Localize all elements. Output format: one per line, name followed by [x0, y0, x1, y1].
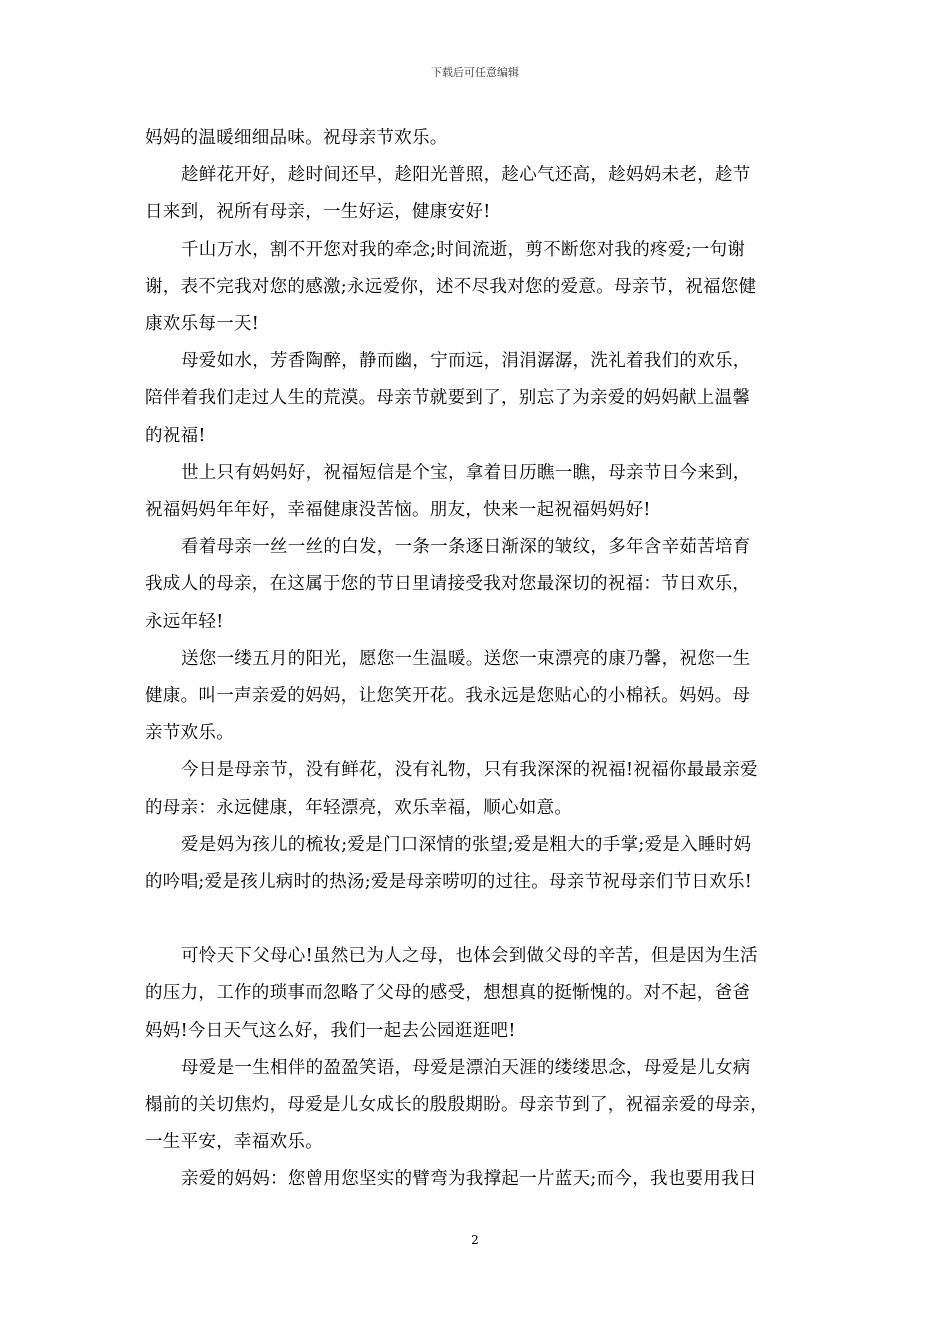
paragraph [145, 1050, 805, 1162]
paragraph-line: 康欢乐每一天! [145, 314, 260, 335]
paragraph-line: 千山万水，割不开您对我的牵念;时间流逝，剪不断您对我的疼爱;一句谢 [181, 239, 746, 260]
paragraph-line: 可怜天下父母心!虽然已为人之母，也体会到做父母的辛苦，但是因为生活 [181, 946, 758, 967]
paragraph-line: 祝福妈妈年年好，幸福健康没苦恼。朋友，快来一起祝福妈妈好! [145, 500, 651, 521]
paragraph-line: 母爱是一生相伴的盈盈笑语，母爱是漂泊天涯的缕缕思念，母爱是儿女病 [181, 1057, 751, 1078]
paragraph-line: 一生平安，幸福欢乐。 [145, 1132, 323, 1153]
paragraph [145, 827, 805, 901]
paragraph-line: 的吟唱;爱是孩儿病时的热汤;爱是母亲唠叨的过往。母亲节祝母亲们节日欢乐! [145, 872, 753, 893]
paragraph-line: 健康。叫一声亲爱的妈妈，让您笑开花。我永远是您贴心的小棉袄。妈妈。母 [145, 686, 751, 707]
paragraph-line: 谢，表不完我对您的感激;永远爱你，述不尽我对您的爱意。母亲节，祝福您健 [145, 276, 757, 297]
paragraph [145, 343, 805, 455]
paragraph-line: 亲节欢乐。 [145, 723, 234, 744]
paragraph-line: 妈妈!今日天气这么好，我们一起去公园逛逛吧! [145, 1020, 516, 1041]
paragraph-line: 爱是妈为孩儿的梳妆;爱是门口深情的张望;爱是粗大的手掌;爱是入睡时妈 [181, 834, 752, 855]
paragraph-line: 趁鲜花开好，趁时间还早，趁阳光普照，趁心气还高，趁妈妈未老，趁节 [181, 165, 751, 186]
paragraph-line: 看着母亲一丝一丝的白发，一条一条逐日渐深的皱纹，多年含辛茹苦培育 [181, 537, 751, 558]
paragraph-line: 榻前的关切焦灼，母爱是儿女成长的殷殷期盼。母亲节到了，祝福亲爱的母亲， [145, 1095, 768, 1116]
blank-line [145, 901, 805, 938]
paragraph [145, 641, 805, 753]
page-header: 下载后可任意编辑 [431, 66, 519, 79]
paragraph [145, 455, 805, 529]
paragraph-line: 我成人的母亲，在这属于您的节日里请接受我对您最深切的祝福：节日欢乐， [145, 574, 751, 595]
paragraph [145, 120, 805, 157]
paragraph-line: 的母亲：永远健康，年轻漂亮，欢乐幸福，顺心如意。 [145, 797, 573, 818]
document-body [145, 120, 805, 1199]
paragraph [145, 1161, 805, 1198]
paragraph-line: 妈妈的温暖细细品味。祝母亲节欢乐。 [145, 128, 448, 148]
paragraph [145, 157, 805, 231]
paragraph-line: 送您一缕五月的阳光，愿您一生温暖。送您一束漂亮的康乃馨，祝您一生 [181, 648, 751, 669]
paragraph-line: 亲爱的妈妈：您曾用您坚实的臂弯为我撑起一片蓝天;而今，我也要用我日 [181, 1169, 757, 1190]
paragraph-line: 世上只有妈妈好，祝福短信是个宝，拿着日历瞧一瞧，母亲节日今来到， [181, 462, 751, 483]
paragraph-line: 陪伴着我们走过人生的荒漠。母亲节就要到了，别忘了为亲爱的妈妈献上温馨 [145, 388, 751, 409]
paragraph [145, 752, 805, 826]
paragraph-line: 母爱如水，芳香陶醉，静而幽，宁而远，涓涓潺潺，洗礼着我们的欢乐， [181, 351, 751, 372]
paragraph-line: 的祝福! [145, 425, 206, 446]
page-number: 2 [471, 1233, 479, 1247]
paragraph-line: 日来到，祝所有母亲，一生好运，健康安好! [145, 202, 491, 223]
paragraph [145, 529, 805, 641]
paragraph [145, 232, 805, 344]
paragraph-line: 的压力，工作的琐事而忽略了父母的感受，想想真的挺惭愧的。对不起，爸爸 [145, 983, 751, 1004]
paragraph [145, 938, 805, 1050]
paragraph-line: 今日是母亲节，没有鲜花，没有礼物，只有我深深的祝福!祝福你最最亲爱 [181, 760, 758, 781]
paragraph-line: 永远年轻! [145, 611, 224, 632]
